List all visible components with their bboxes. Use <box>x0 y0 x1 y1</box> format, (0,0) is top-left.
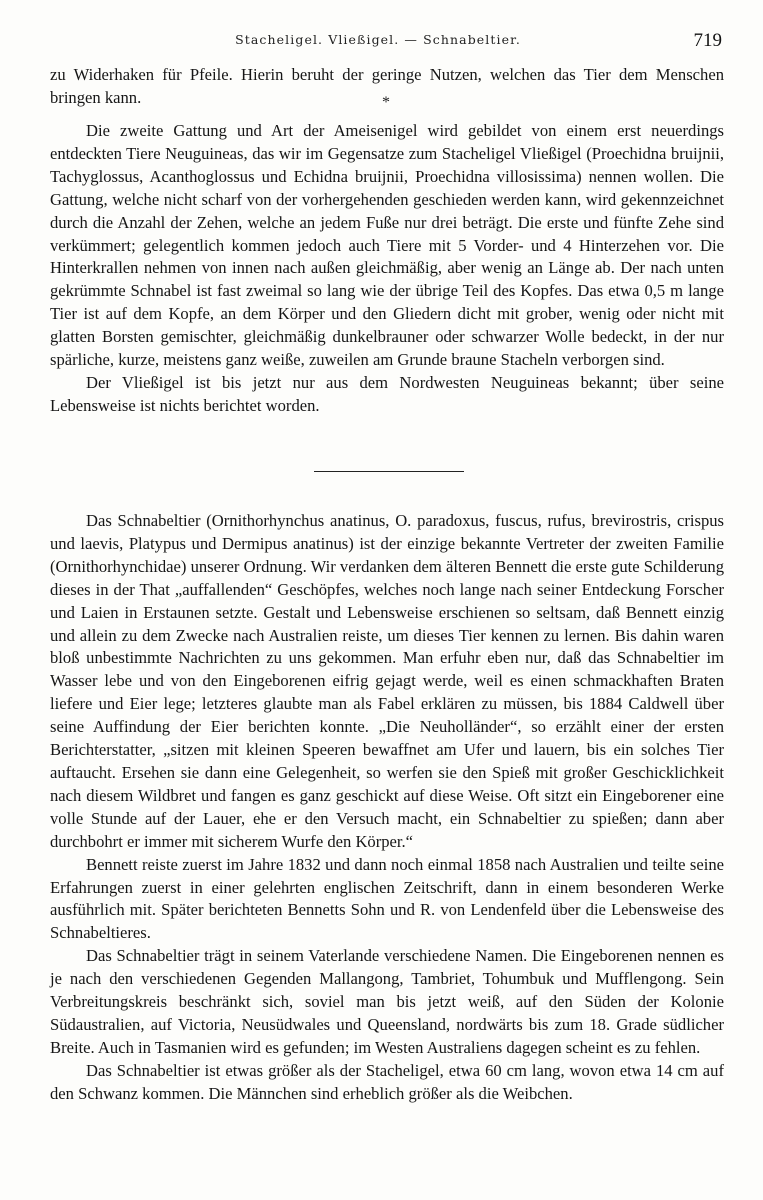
running-title: Stacheligel. Vließigel. — Schnabeltier. <box>235 32 521 47</box>
paragraph: Bennett reiste zuerst im Jahre 1832 und dann noch einmal 1858 nach Australien und teilte seine Erfahrungen zuerst in einer gelehrten englischen Zeitschrift, dann in einem besonderen Werke ausführlich mit. Später berichteten Bennetts Sohn und R. von Lendenfeld über die Lebensweise des Schnabeltieres. <box>50 854 724 943</box>
page-number: 719 <box>693 30 722 51</box>
echidna-section <box>50 120 724 418</box>
section-divider <box>314 471 464 472</box>
platypus-section <box>50 510 724 1106</box>
paragraph: Das Schnabeltier trägt in seinem Vaterlande verschiedene Namen. Die Eingeborenen nennen es je nach den verschiedenen Gegenden Mallangong, Tambriet, Tohumbuk und Mufflengong. Sein Verbreitungskreis beschränkt sich, soviel man bis jetzt weiß, auf den Süden der Kolonie Südaustralien, auf Victoria, Neusüdwales und Queensland, nordwärts bis zum 18. Grade südlicher Breite. Auch in Tasmanien wird es gefunden; im Westen Australiens dagegen scheint es zu fehlen. <box>50 946 724 1057</box>
section-asterisk: * <box>382 94 390 111</box>
running-header <box>48 30 722 54</box>
paragraph: Das Schnabeltier ist etwas größer als der Stacheligel, etwa 60 cm lang, wovon etwa 14 cm auf den Schwanz kommen. Die Männchen sind erheblich größer als die Weibchen. <box>50 1060 724 1103</box>
paragraph: Die zweite Gattung und Art der Ameisenigel wird gebildet von einem erst neuerdings entdeckten Tiere Neuguineas, das wir im Gegensatze zum Stacheligel Vließigel (Proechidna bruijnii, Tachyglossus, Acanthoglossus und Echidna bruijnii, Proechidna villosissima) nennen wollen. Die Gattung, welche nicht scharf von der vorhergehenden geschieden werden kann, wird gekennzeichnet durch die Anzahl der Zehen, welche an jedem Fuße nur drei beträgt. Die erste und fünfte Zehe sind verkümmert; gelegentlich kommen jedoch auch Tiere mit 5 Vorder- und 4 Hinterzehen vor. Die Hinterkrallen nehmen von innen nach außen gleichmäßig, aber wenig an Länge ab. Der nach unten gekrümmte Schnabel ist fast zweimal so lang wie der übrige Teil des Kopfes. Das etwa 0,5 m lange Tier ist auf dem Kopfe, an dem Körper und den Gliedern dicht mit grober, wenig oder nicht mit glatten Borsten gemischter, gleichmäßig dunkelbrauner oder schwarzer Wolle bedeckt, in der nur spärliche, kurze, meistens ganz weiße, zuweilen am Grunde braune Stacheln verborgen sind. <box>50 121 724 370</box>
paragraph: Der Vließigel ist bis jetzt nur aus dem Nordwesten Neuguineas bekannt; über seine Lebensweise ist nichts berichtet worden. <box>50 372 724 415</box>
paragraph: Das Schnabeltier (Ornithorhynchus anatinus, O. paradoxus, fuscus, rufus, brevirostris, crispus und laevis, Platypus und Dermipus anatinus) ist der einzige bekannte Vertreter der zweiten Familie (Ornithorhynchidae) unserer Ordnung. Wir verdanken dem älteren Bennett die erste gute Schilderung dieses in der That „auffallenden“ Geschöpfes, welches noch lange nach seiner Entdeckung Forscher und Laien in Erstaunen setzte. Gestalt und Lebensweise erschienen so seltsam, daß Bennett einzig und allein zu dem Zwecke nach Australien reiste, um dieses Tier kennen zu lernen. Bis dahin waren bloß unbestimmte Nachrichten zu uns gekommen. Man erfuhr eben nur, daß das Schnabeltier im Wasser lebe und von den Eingeborenen eifrig gejagt werde, weil es einen schmackhaften Braten liefere und Eier lege; letzteres glaubte man als Fabel erklären zu müssen, bis 1884 Caldwell über seine Auffindung der Eier berichten konnte. „Die Neuholländer“, so erzählt einer der ersten Berichterstatter, „sitzen mit kleinen Speeren bewaffnet am Ufer und lauern, bis ein solches Tier auftaucht. Ersehen sie dann eine Gelegenheit, so werfen sie den Spieß mit großer Geschicklichkeit nach diesem Wildbret und fangen es ganz geschickt auf diese Weise. Oft sitzt ein Eingeborener eine volle Stunde auf der Lauer, ehe er den Versuch macht, ein Schnabeltier zu spießen; dann aber durchbohrt er immer mit sicherem Wurfe den Körper.“ <box>50 511 724 851</box>
paragraph: zu Widerhaken für Pfeile. Hierin beruht der geringe Nutzen, welchen das Tier dem Menschen bringen kann. <box>50 65 724 107</box>
